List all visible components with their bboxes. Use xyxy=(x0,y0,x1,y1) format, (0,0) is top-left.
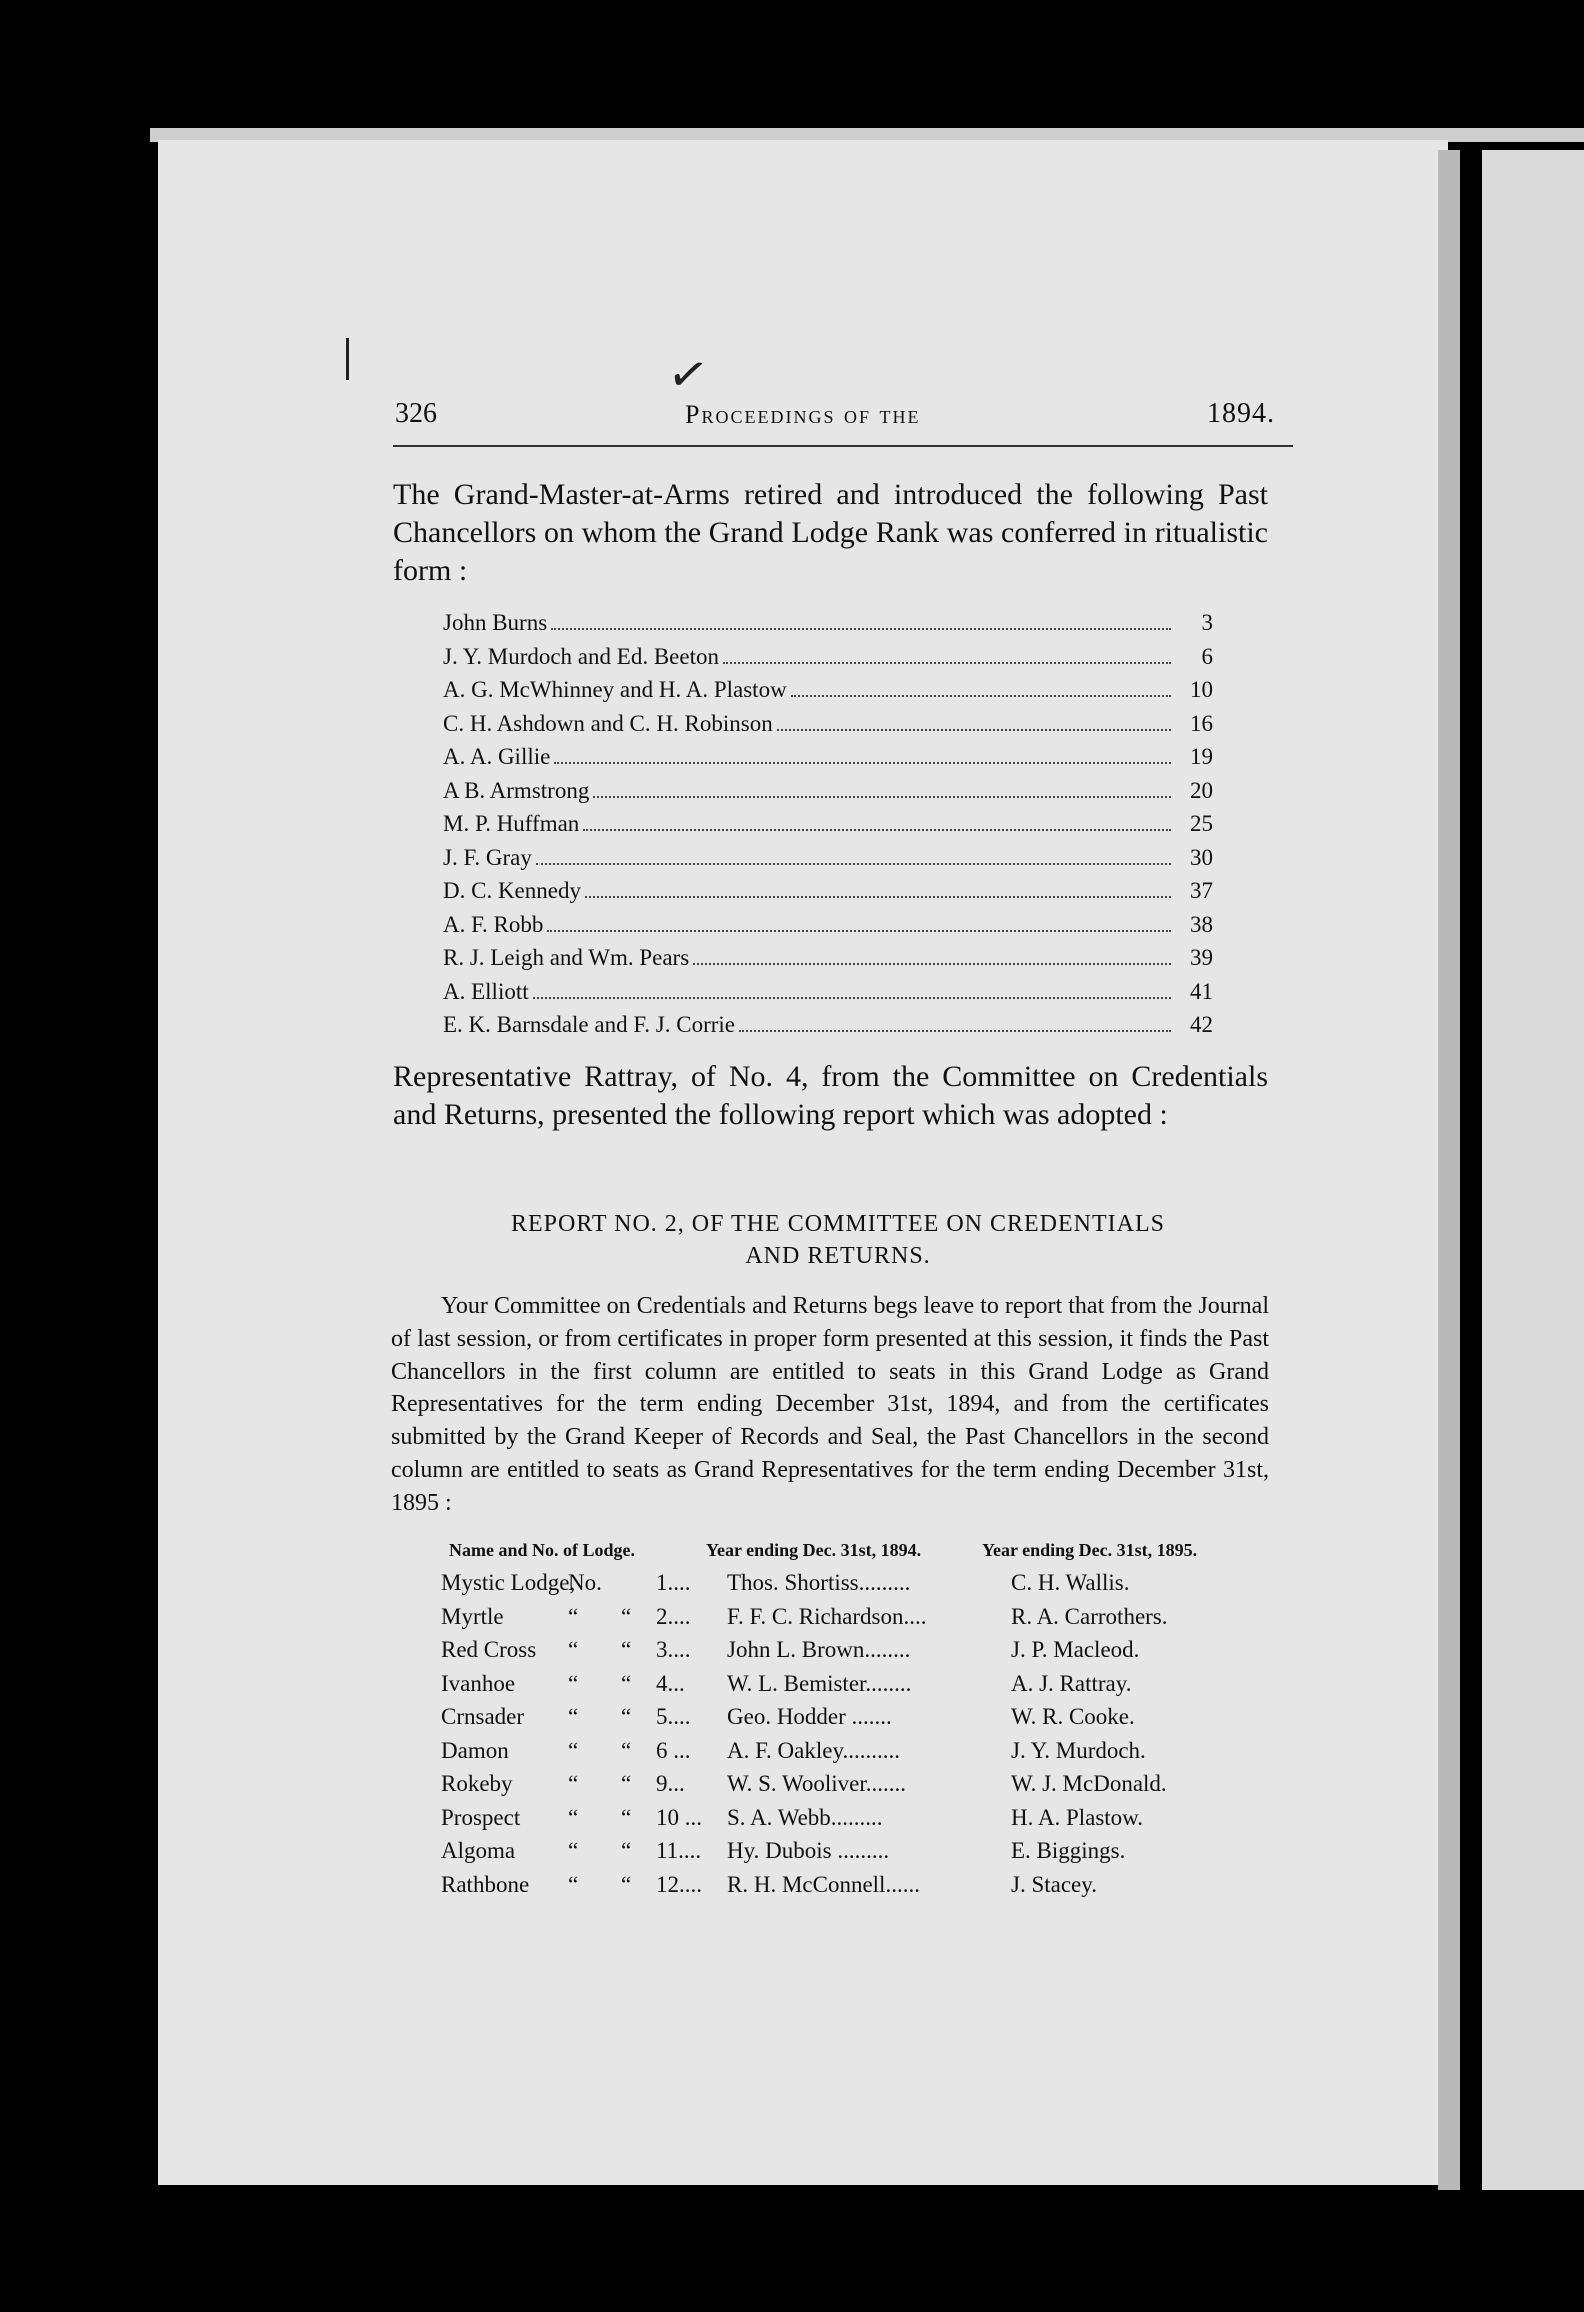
lodge-number: 3 xyxy=(1201,610,1213,635)
lodge-number: 39 xyxy=(1190,945,1213,970)
dot-leader xyxy=(693,963,1171,965)
ditto-mark: “ xyxy=(621,1670,632,1696)
ditto-mark: “ xyxy=(568,1838,579,1863)
lodge-no: 12.... xyxy=(656,1871,702,1897)
lodge-no: 6 ... xyxy=(656,1737,691,1763)
report-heading-line: REPORT NO. 2, OF THE COMMITTEE ON CREDENTIALS xyxy=(510,1211,1165,1237)
representative-1894: Thos. Shortiss......... xyxy=(727,1570,911,1595)
lodge-number: 10 xyxy=(1190,677,1213,702)
report-heading-line: AND RETURNS. xyxy=(745,1243,931,1269)
dot-leader xyxy=(585,896,1171,898)
representative-1895: R. A. Carrothers. xyxy=(1011,1603,1168,1629)
chancellor-name: C. H. Ashdown and C. H. Robinson xyxy=(443,710,773,736)
dot-leader xyxy=(533,997,1171,999)
chancellor-row xyxy=(443,778,1213,812)
lodge-name: Red Cross xyxy=(441,1637,537,1662)
chancellor-row xyxy=(443,945,1213,979)
chancellor-name: A B. Armstrong xyxy=(443,777,590,803)
dot-leader xyxy=(593,796,1171,798)
ditto-mark: “ xyxy=(621,1737,632,1763)
representative-1894: John L. Brown........ xyxy=(727,1637,911,1662)
lodge-no: 4... xyxy=(656,1670,685,1696)
representative-1894: W. S. Wooliver....... xyxy=(727,1771,906,1796)
ditto-mark: “ xyxy=(568,1670,579,1696)
lodge-number: 19 xyxy=(1190,744,1213,769)
chancellor-name: A. G. McWhinney and H. A. Plastow xyxy=(443,677,787,702)
representative-1895: J. Y. Murdoch. xyxy=(1011,1737,1146,1763)
chancellor-row xyxy=(443,1012,1213,1046)
representative-paragraph: Representative Rattray, of No. 4, from the Committee on Credentials and Returns, presented the following report which was adopted : xyxy=(393,1060,1268,1131)
representative-1894: S. A. Webb......... xyxy=(727,1804,883,1830)
lodge-no: 3.... xyxy=(656,1637,691,1662)
chancellor-name: John Burns xyxy=(443,610,548,635)
representative-1894: W. L. Bemister........ xyxy=(727,1670,912,1696)
lodge-name: Algoma xyxy=(441,1838,516,1863)
representative-1894: Hy. Dubois ......... xyxy=(727,1838,890,1863)
lodge-no: 5.... xyxy=(656,1704,691,1729)
lodge-number: 41 xyxy=(1190,978,1213,1004)
chancellor-row xyxy=(443,811,1213,845)
representative-1894: Geo. Hodder ....... xyxy=(727,1704,892,1729)
header-rule xyxy=(393,445,1293,447)
ditto-mark: “ xyxy=(568,1871,579,1897)
chancellor-row xyxy=(443,744,1213,778)
ditto-mark: “ xyxy=(568,1737,579,1763)
ditto-mark: “ xyxy=(621,1838,632,1863)
chancellor-name: A. F. Robb xyxy=(443,911,544,937)
lodge-number: 25 xyxy=(1190,811,1213,836)
dot-leader xyxy=(583,829,1171,831)
ditto-mark: “ xyxy=(621,1804,632,1830)
ditto-mark: “ xyxy=(568,1704,579,1729)
lodge-name: Rathbone xyxy=(441,1871,530,1897)
chancellor-name: R. J. Leigh and Wm. Pears xyxy=(443,945,690,970)
lodge-name: Myrtle xyxy=(441,1603,504,1629)
header-year: 1894. xyxy=(1207,398,1275,429)
chancellor-row xyxy=(443,711,1213,745)
running-header xyxy=(395,398,1275,438)
chancellor-row xyxy=(443,677,1213,711)
dot-leader xyxy=(723,662,1171,664)
ditto-mark: “ xyxy=(621,1871,632,1897)
representative-1895: J. Stacey. xyxy=(1011,1871,1098,1897)
chancellor-row xyxy=(443,610,1213,644)
lodge-no: 1.... xyxy=(656,1570,691,1595)
chancellor-name: J. F. Gray xyxy=(443,844,532,870)
representative-1895: W. J. McDonald. xyxy=(1011,1771,1167,1796)
lodge-number: 20 xyxy=(1190,777,1213,803)
running-title: Proceedings of the xyxy=(685,400,921,429)
intro-paragraph: The Grand-Master-at-Arms retired and introduced the following Past Chancellors on whom the Grand Lodge Rank was conferred in ritualistic form : xyxy=(393,478,1268,587)
facing-page-edge xyxy=(1482,150,1584,2190)
chancellor-row xyxy=(443,644,1213,678)
column-header: Year ending Dec. 31st, 1894. xyxy=(706,1540,922,1560)
ditto-mark: “ xyxy=(568,1603,579,1629)
lodge-number: 6 xyxy=(1201,643,1213,669)
lodge-no: 10 ... xyxy=(656,1804,702,1830)
chancellor-row xyxy=(443,979,1213,1013)
lodge-name: Mystic Lodge, xyxy=(441,1570,576,1595)
ditto-mark: “ xyxy=(621,1637,632,1662)
dot-leader xyxy=(554,762,1171,764)
chancellor-name: E. K. Barnsdale and F. J. Corrie xyxy=(443,1012,735,1037)
representative-1895: W. R. Cooke. xyxy=(1011,1704,1135,1729)
representative-1894: F. F. C. Richardson.... xyxy=(727,1603,927,1629)
check-mark-icon: ✓ xyxy=(663,345,713,406)
lodge-name: Damon xyxy=(441,1737,509,1763)
chancellor-name: M. P. Huffman xyxy=(443,811,580,836)
chancellor-name: A. Elliott xyxy=(443,978,529,1004)
dot-leader xyxy=(791,695,1171,697)
representative-1895: A. J. Rattray. xyxy=(1011,1670,1132,1696)
dot-leader xyxy=(777,729,1171,731)
dot-leader xyxy=(547,930,1171,932)
chancellor-row xyxy=(443,878,1213,912)
lodge-no: 2.... xyxy=(656,1603,691,1629)
lodge-number: 30 xyxy=(1190,844,1213,870)
report-heading xyxy=(393,1208,1283,1272)
lodge-number: 38 xyxy=(1190,911,1213,937)
dot-leader xyxy=(551,628,1171,630)
lodge-name: Rokeby xyxy=(441,1771,513,1796)
page-edge xyxy=(1438,150,1460,2190)
representative-1895: H. A. Plastow. xyxy=(1011,1804,1144,1830)
lodge-name: Prospect xyxy=(441,1804,521,1830)
ditto-mark: “ xyxy=(568,1771,579,1796)
representative-1895: J. P. Macleod. xyxy=(1011,1637,1140,1662)
ditto-mark: No. xyxy=(568,1570,602,1595)
column-header: Year ending Dec. 31st, 1895. xyxy=(982,1540,1198,1560)
ditto-mark: “ xyxy=(621,1704,632,1729)
ditto-mark: “ xyxy=(621,1603,632,1629)
ditto-mark: “ xyxy=(568,1804,579,1830)
report-body: Your Committee on Credentials and Returns begs leave to report that from the Journal of last session, or from certificates in proper form presented at this session, it finds the Past Chancellors in the first column are entitled to seats in this Grand Lodge as Grand Representatives for the term ending December 31st, 1894, and from the certificates submitted by the Grand Keeper of Records and Seal, the Past Chancellors in the second column are entitled to seats as Grand Representatives for the term ending December 31st, 1895 : xyxy=(391,1293,1269,1516)
chancellor-name: A. A. Gillie xyxy=(443,744,551,769)
lodge-no: 9... xyxy=(656,1771,685,1796)
chancellor-row xyxy=(443,912,1213,946)
chancellor-row xyxy=(443,845,1213,879)
chancellor-list xyxy=(443,610,1213,1046)
lodge-name: Crnsader xyxy=(441,1704,525,1729)
column-header: Name and No. of Lodge. xyxy=(449,1540,636,1560)
book-gutter xyxy=(1460,160,1480,2190)
representative-1894: A. F. Oakley.......... xyxy=(727,1737,900,1763)
lodge-number: 42 xyxy=(1190,1012,1213,1037)
chancellor-name: J. Y. Murdoch and Ed. Beeton xyxy=(443,643,719,669)
ditto-mark: “ xyxy=(621,1771,632,1796)
margin-pencil-mark xyxy=(346,338,349,380)
lodge-number: 16 xyxy=(1190,710,1213,736)
lodge-no: 11.... xyxy=(656,1838,702,1863)
page-number: 326 xyxy=(395,398,437,429)
chancellor-name: D. C. Kennedy xyxy=(443,878,581,903)
representative-1894: R. H. McConnell...... xyxy=(727,1871,920,1897)
lodge-name: Ivanhoe xyxy=(441,1670,516,1696)
ditto-mark: “ xyxy=(568,1637,579,1662)
representative-1895: C. H. Wallis. xyxy=(1011,1570,1130,1595)
representative-1895: E. Biggings. xyxy=(1011,1838,1126,1863)
dot-leader xyxy=(739,1030,1171,1032)
lodge-number: 37 xyxy=(1190,878,1213,903)
dot-leader xyxy=(536,863,1171,865)
